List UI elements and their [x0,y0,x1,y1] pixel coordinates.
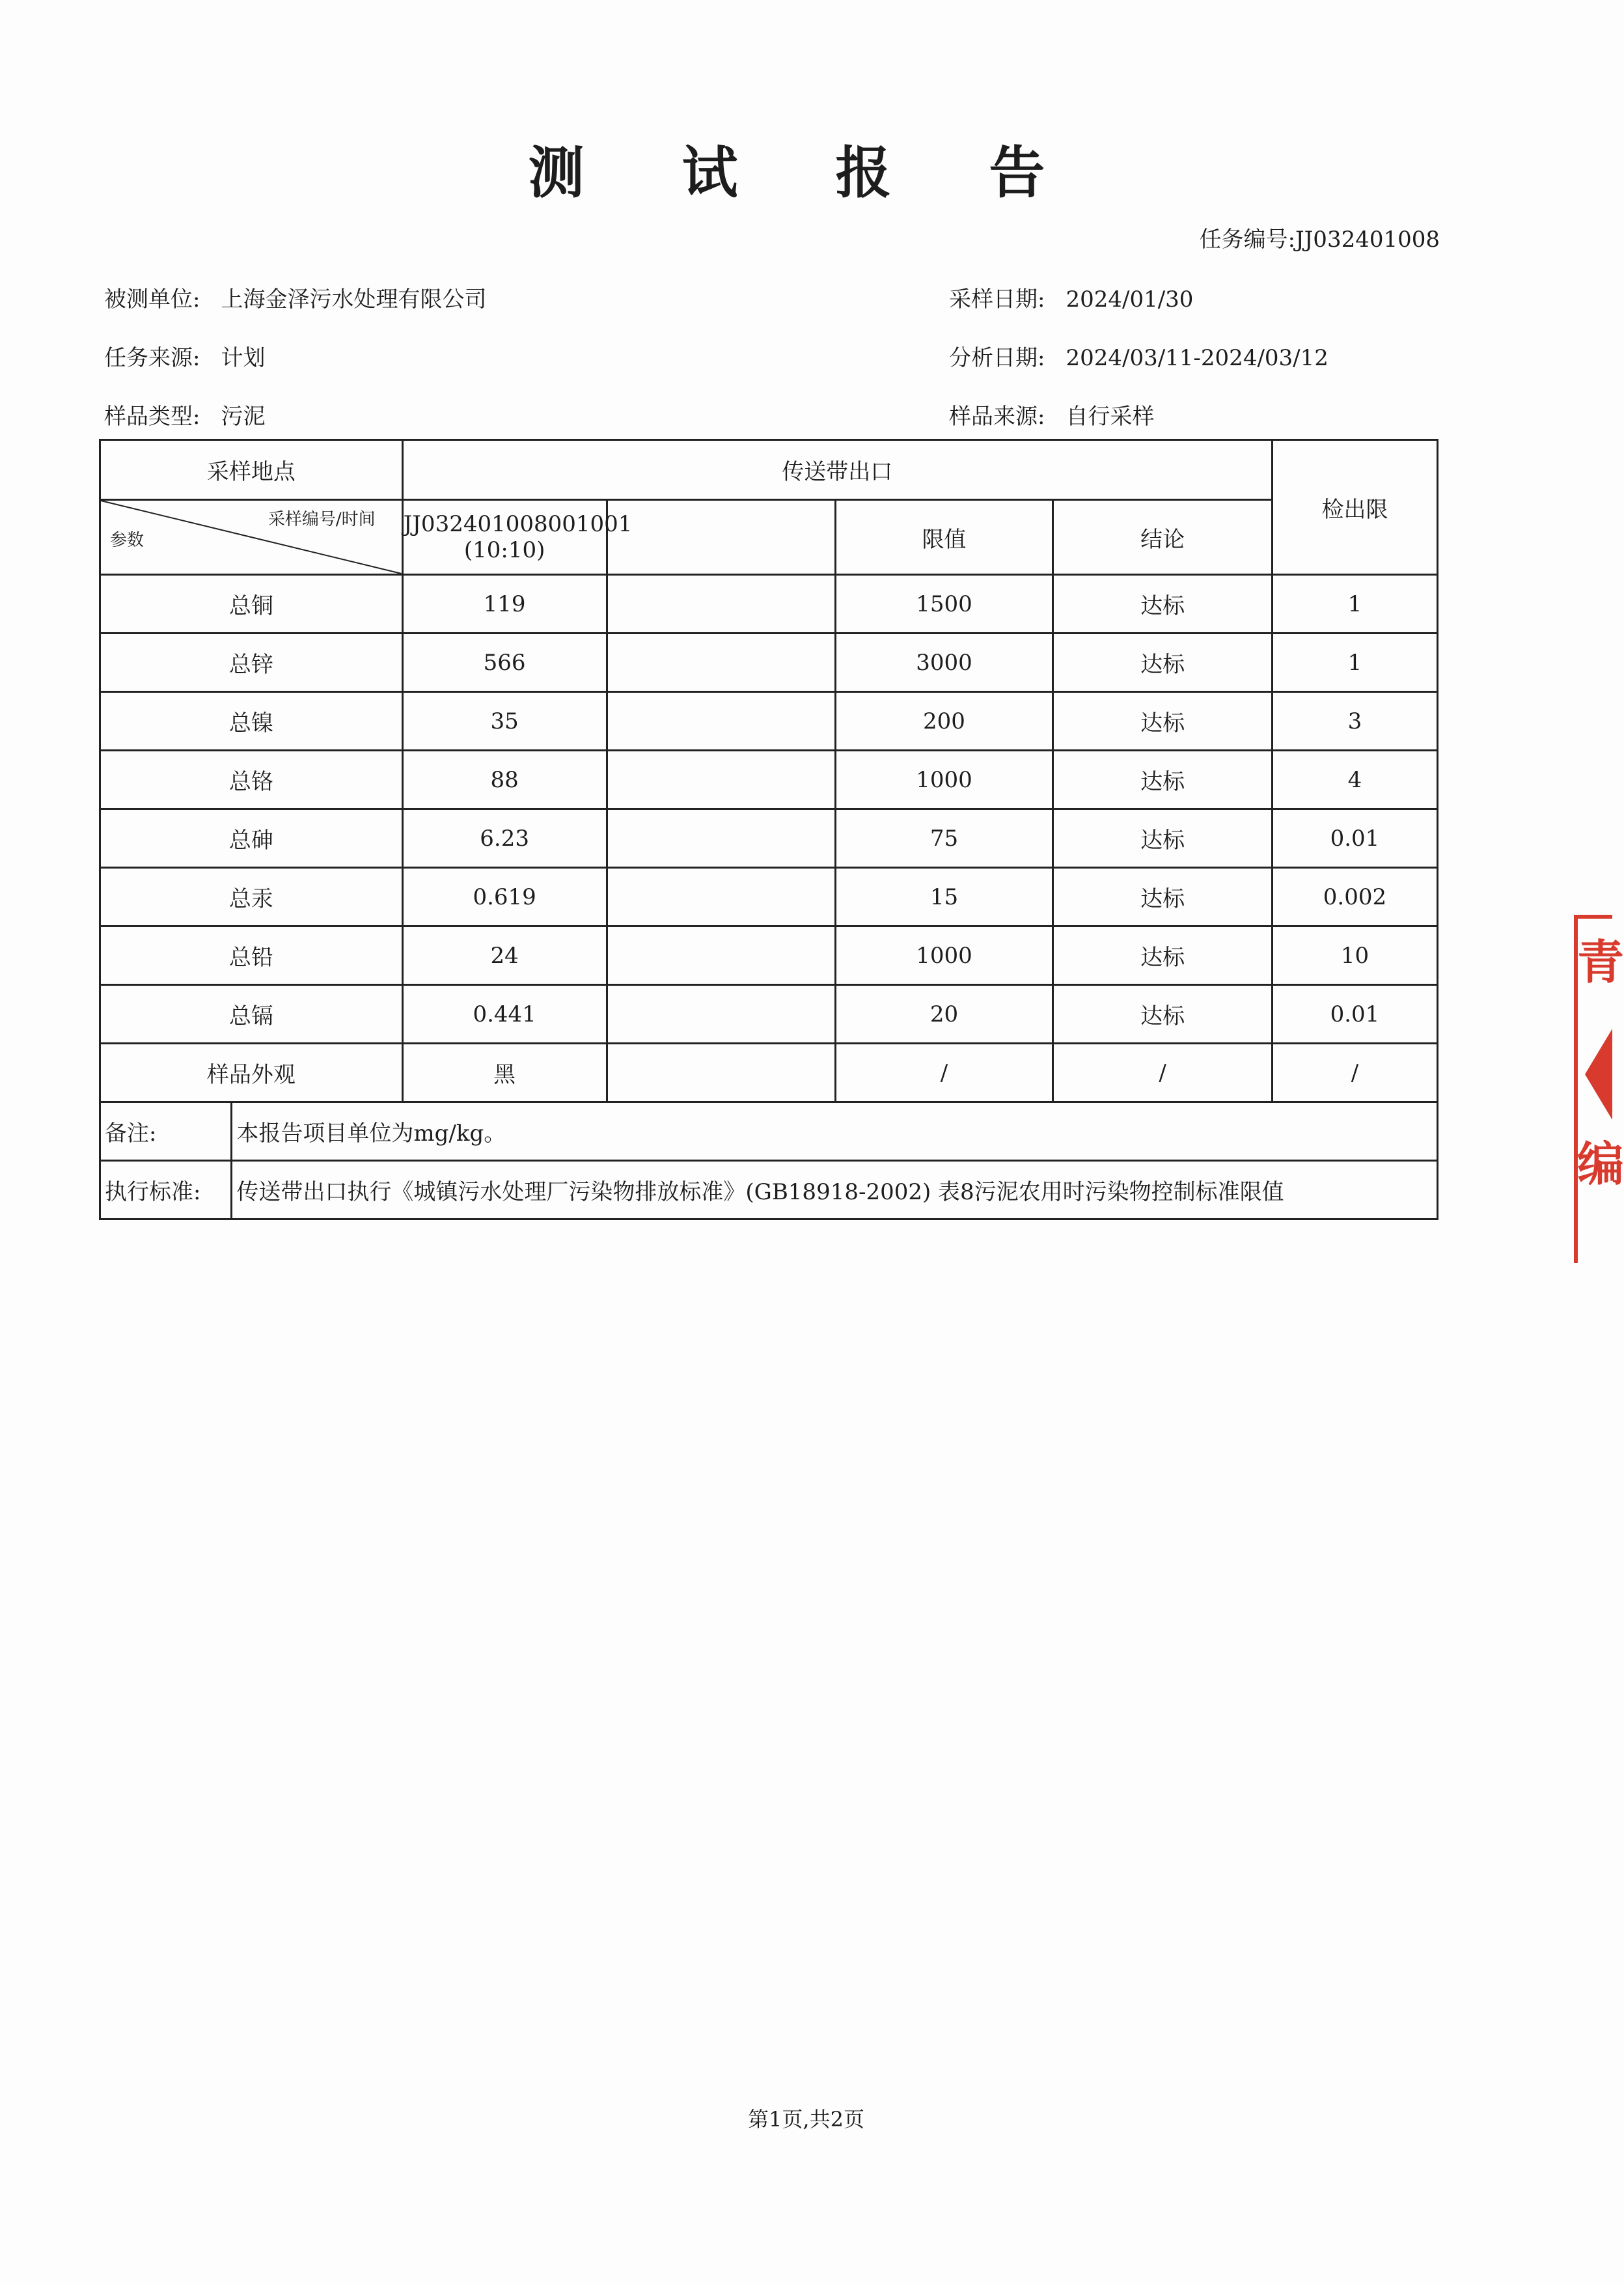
empty-cell [607,575,835,634]
sample-type-value: 污泥 [221,404,266,430]
param-cell: 总汞 [100,868,403,926]
results-rows [100,575,1438,1102]
table-row [100,926,1438,985]
sample-source-row [949,398,1154,430]
empty-cell [607,985,835,1044]
sample-type-row [104,398,265,430]
analysis-date-row [949,340,1328,372]
limit-cell: 3000 [835,634,1053,692]
limit-cell: 20 [835,985,1053,1044]
table-header-row [100,440,1438,500]
sample-source-value: 自行采样 [1066,404,1155,430]
empty-cell [607,809,835,868]
conclusion-cell: 达标 [1053,751,1273,809]
diag-sample-id-label: 采样编号/时间 [268,510,376,529]
detection-limit-header: 检出限 [1272,440,1437,575]
table-subheader-row [100,500,1438,575]
conclusion-cell: 达标 [1053,926,1273,985]
client-value: 上海金泽污水处理有限公司 [221,286,487,313]
limit-cell: / [835,1044,1053,1102]
sample-id-cell [402,500,633,575]
client-row [104,281,486,313]
detection-limit-cell: 1 [1272,634,1437,692]
limit-cell: 200 [835,692,1053,751]
empty-cell [607,634,835,692]
limit-cell: 1000 [835,926,1053,985]
value-cell: 88 [402,751,607,809]
param-cell: 总镍 [100,692,403,751]
table-row [100,1044,1438,1102]
standard-label: 执行标准: [100,1161,232,1219]
limit-header: 限值 [835,500,1053,575]
sample-date-row [949,281,1193,313]
table-row [100,575,1438,634]
param-cell: 总砷 [100,809,403,868]
limit-cell: 15 [835,868,1053,926]
value-cell: 119 [402,575,607,634]
param-cell: 总锌 [100,634,403,692]
table-row [100,868,1438,926]
value-cell: 566 [402,634,607,692]
empty-cell [607,692,835,751]
client-label: 被测单位: [104,286,200,313]
seal-char-2: 编 [1577,1136,1624,1191]
param-cell: 总铜 [100,575,403,634]
detection-limit-cell: 0.01 [1272,809,1437,868]
conclusion-cell: 达标 [1053,809,1273,868]
conclusion-cell: 达标 [1053,985,1273,1044]
sample-type-label: 样品类型: [104,404,200,430]
table-row [100,985,1438,1044]
remark-row [100,1102,1438,1161]
detection-limit-cell: 3 [1272,692,1437,751]
sample-source-label: 样品来源: [949,404,1045,430]
sample-time: (10:10) [463,537,545,563]
empty-cell [607,1044,835,1102]
diagonal-header-cell [100,500,403,575]
task-source-value: 计划 [221,345,266,371]
value-cell: 35 [402,692,607,751]
table-row [100,692,1438,751]
value-cell: 0.441 [402,985,607,1044]
task-source-row [104,340,265,372]
sample-date-label: 采样日期: [949,286,1045,313]
analysis-date-label: 分析日期: [949,345,1045,371]
report-title: 测 试 报 告 [528,140,1084,206]
conclusion-cell: 达标 [1053,868,1273,926]
analysis-date-value: 2024/03/11-2024/03/12 [1066,345,1328,371]
param-cell: 总铬 [100,751,403,809]
param-cell: 总铅 [100,926,403,985]
table-row [100,809,1438,868]
conclusion-cell: 达标 [1053,575,1273,634]
detection-limit-cell: 4 [1272,751,1437,809]
limit-cell: 75 [835,809,1053,868]
detection-limit-cell: 0.002 [1272,868,1437,926]
detection-limit-cell: / [1272,1044,1437,1102]
value-cell: 6.23 [402,809,607,868]
empty-header-cell [607,500,835,575]
conclusion-cell: 达标 [1053,634,1273,692]
page-footer: 第1页,共2页 [748,2107,864,2132]
conclusion-cell: 达标 [1053,692,1273,751]
conclusion-cell: / [1053,1044,1273,1102]
standard-row [100,1161,1438,1219]
value-cell: 0.619 [402,868,607,926]
conclusion-header: 结论 [1053,500,1273,575]
seal-char-1: 青 [1577,934,1624,990]
remark-label: 备注: [100,1102,232,1161]
standard-text: 传送带出口执行《城镇污水处理厂污染物排放标准》(GB18918-2002) 表8污泥农用时污染物控制标准限值 [232,1161,1438,1219]
table-row [100,751,1438,809]
empty-cell [607,926,835,985]
empty-cell [607,868,835,926]
site-label-cell: 采样地点 [100,440,403,500]
detection-limit-cell: 0.01 [1272,985,1437,1044]
detection-limit-cell: 10 [1272,926,1437,985]
param-cell: 样品外观 [100,1044,403,1102]
limit-cell: 1500 [835,575,1053,634]
sample-id: JJ032401008001001 [403,511,633,537]
results-table [99,439,1438,1220]
task-number: 任务编号:JJ032401008 [1199,227,1440,253]
empty-cell [607,751,835,809]
remark-text: 本报告项目单位为mg/kg。 [232,1102,1438,1161]
value-cell: 24 [402,926,607,985]
detection-limit-cell: 1 [1272,575,1437,634]
value-cell: 黑 [402,1044,607,1102]
diag-param-label: 参数 [110,531,145,550]
site-cell: 传送带出口 [402,440,1272,500]
task-source-label: 任务来源: [104,345,200,371]
red-seal-stamp [1572,912,1624,1224]
sample-date-value: 2024/01/30 [1066,286,1194,313]
limit-cell: 1000 [835,751,1053,809]
param-cell: 总镉 [100,985,403,1044]
table-row [100,634,1438,692]
